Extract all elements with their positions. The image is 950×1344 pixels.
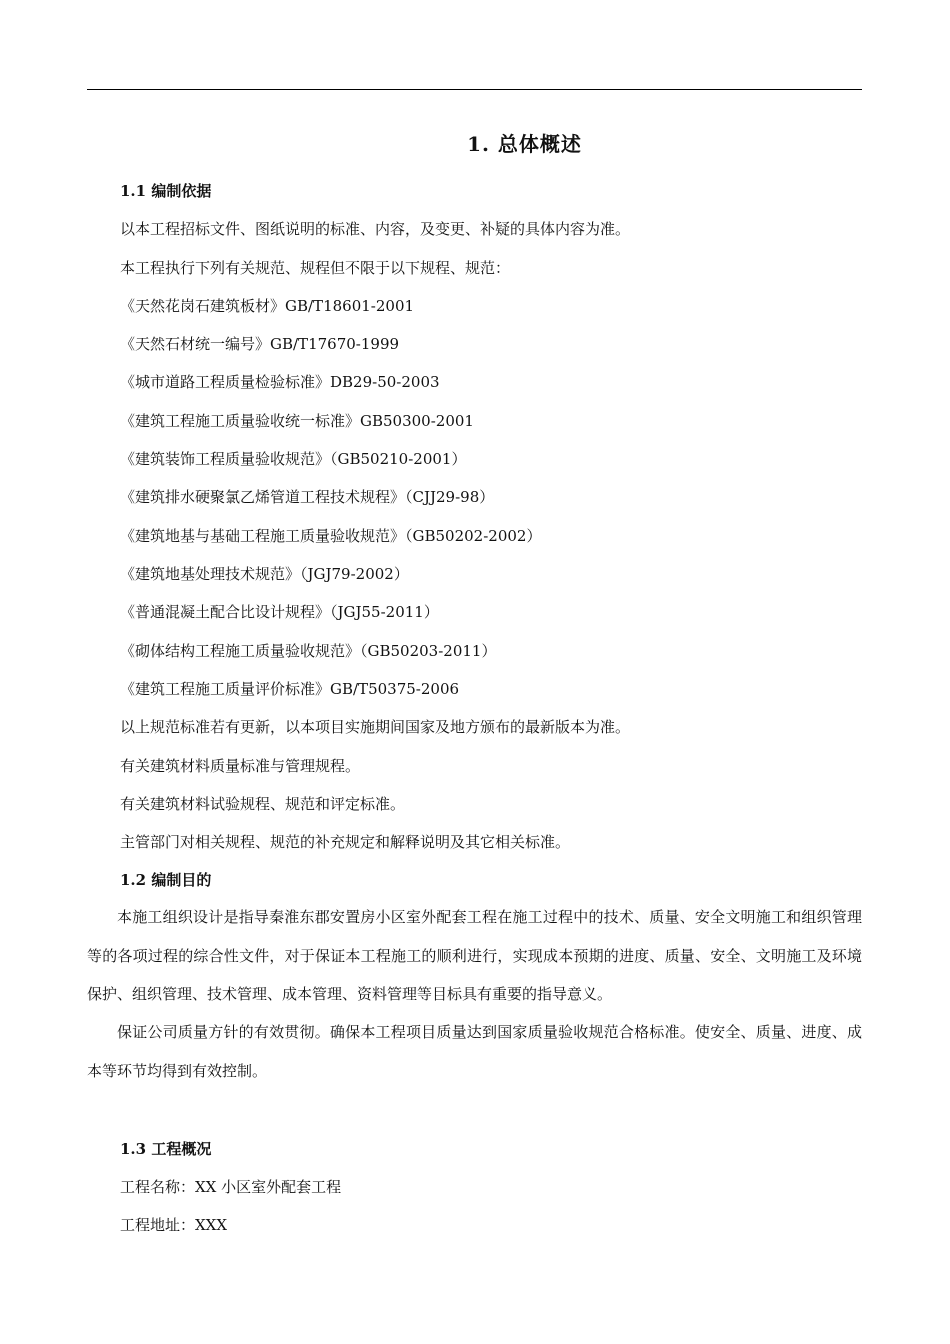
basis-line: 有关建筑材料试验规程、规范和评定标准。 <box>120 795 406 813</box>
standard-item: 《天然花岗石建筑板材》GB/T18601-2001 <box>120 297 415 315</box>
purpose-paragraph-1: 本施工组织设计是指导秦淮东郡安置房小区室外配套工程在施工过程中的技术、质量、安全文明施工和组织管理等的各项过程的综合性文件，对于保证本工程施工的顺利进行，实现成本预期的进度、质量、安全、文明施工及环境保护、组织管理、技术管理、成本管理、资料管理等目标具有重要的指导意义。 <box>87 908 862 1003</box>
section-heading-1-3: 1.3 工程概况 <box>120 1140 212 1158</box>
header-rule <box>87 89 862 90</box>
basis-line: 以上规范标准若有更新，以本项目实施期间国家及地方颁布的最新版本为准。 <box>120 718 631 736</box>
standard-item: 《建筑装饰工程质量验收规范》（GB50210-2001） <box>120 450 467 468</box>
project-address-line: 工程地址：XXX <box>120 1216 228 1234</box>
standard-item: 《砌体结构工程施工质量验收规范》（GB50203-2011） <box>120 642 497 660</box>
project-name-line: 工程名称：XX 小区室外配套工程 <box>120 1178 342 1196</box>
basis-line: 有关建筑材料质量标准与管理规程。 <box>120 757 361 775</box>
section-heading-1-2: 1.2 编制目的 <box>120 871 212 889</box>
standard-item: 《建筑地基与基础工程施工质量验收规范》（GB50202-2002） <box>120 527 542 545</box>
standard-item: 《城市道路工程质量检验标准》DB29-50-2003 <box>120 373 440 391</box>
standard-item: 《建筑排水硬聚氯乙烯管道工程技术规程》（CJJ29-98） <box>120 488 495 506</box>
standard-item: 《建筑地基处理技术规范》（JGJ79-2002） <box>120 565 409 583</box>
document-title: 1. 总体概述 <box>467 132 582 156</box>
standard-item: 《建筑工程施工质量验收统一标准》GB50300-2001 <box>120 412 474 430</box>
basis-line: 主管部门对相关规程、规范的补充规定和解释说明及其它相关标准。 <box>120 833 571 851</box>
standard-item: 《建筑工程施工质量评价标准》GB/T50375-2006 <box>120 680 460 698</box>
purpose-paragraph-2: 保证公司质量方针的有效贯彻。确保本工程项目质量达到国家质量验收规范合格标准。使安全、质量、进度、成本等环节均得到有效控制。 <box>87 1023 862 1080</box>
section-heading-1-1: 1.1 编制依据 <box>120 182 212 200</box>
basis-line-1: 以本工程招标文件、图纸说明的标准、内容，及变更、补疑的具体内容为准。 <box>120 220 631 238</box>
standard-item: 《天然石材统一编号》GB/T17670-1999 <box>120 335 400 353</box>
basis-line-2: 本工程执行下列有关规范、规程但不限于以下规程、规范： <box>120 259 511 277</box>
standard-item: 《普通混凝土配合比设计规程》（JGJ55-2011） <box>120 603 439 621</box>
